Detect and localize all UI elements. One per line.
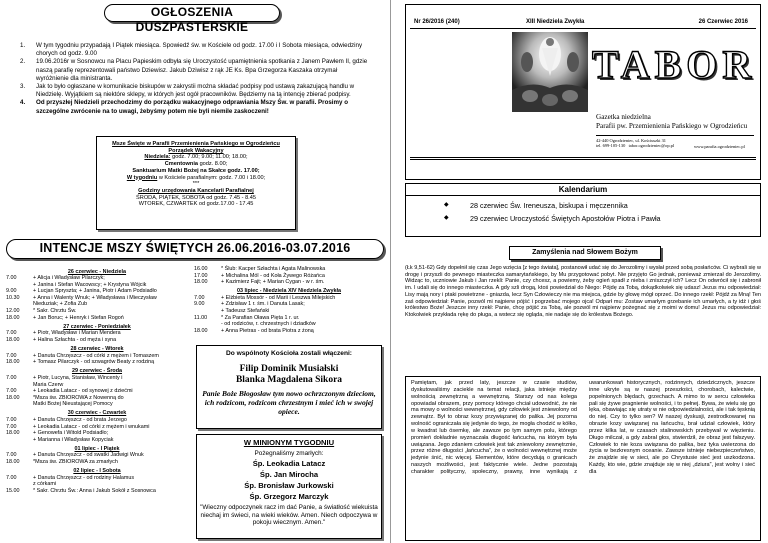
intention-row: [194, 273, 384, 280]
day-heading: 03 lipiec - Niedziela XIV Niedziela Zwykła: [237, 288, 341, 295]
intention-row: [6, 488, 188, 495]
intention-text: + Piotr, Władysław i Marian Mendera: [33, 330, 121, 337]
gospel-text: (Łk 9,51-62) Gdy dopełnił się czas Jego wzięcia [z tego świata], postanowił udać się do Jerozolimy i wysłał przed sobą posłańców. Ci wybrali się w drogę i przyszli do pewnego miasteczka samarytańskiego, by Mu przygotować pobyt. Nie przyjęto Go jednak, ponieważ zmierzał do Jerozolimy. Widząc to, uczniowie Jakub i Jan rzekli: Panie, czy chcesz, a powiemy, żeby ogień spadł z nieba i zniszczył ich? Lecz On odwrócił się i zabronił im. I udali się do innego miasteczka. A gdy szli drogą, ktoś powiedział do Niego: Pójdę za Tobą, dokądkolwiek się udasz! Jezus mu odpowiedział: Lisy mają nory i ptaki powietrzne - gniazda, lecz Syn Człowieczy nie ma miejsca, gdzie by głowę mógł oprzeć. Do innego rzekł: Pójdź za Mną! Ten zaś odpowiedział: Panie, pozwól mi najpierw pójść i pogrzebać mojego ojca! Odparł mu: Zostaw umarłym grzebanie ich umarłych, a ty idź i głoś królestwo Boże! Jeszcze inny rzekł: Panie, chcę pójść za Tobą, ale pozwól mi najpierw pożegnać się z moimi w domu! Jezus mu odpowiedział: Ktokolwiek przykłada rękę do pługa, a wstecz się ogląda, nie nadaje się do królestwa Bożego.: [405, 265, 761, 318]
intention-text: + Danuta Chrzęszcz - od brata Jerzego: [33, 416, 127, 423]
mass-time: 17.00: [194, 272, 208, 279]
intention-row: [6, 295, 188, 302]
intention-row: [194, 301, 384, 308]
mass-time: 18.00: [6, 459, 20, 466]
mass-time: 12.00: [6, 308, 20, 315]
mass-time: 18.00: [194, 279, 208, 286]
intention-text: + Michalina Mól - od Koła Żywego Różańca: [221, 272, 325, 279]
mass-time: 7.00: [194, 294, 205, 301]
mass-time: 18.00: [6, 314, 20, 321]
summer-order-heading: Porządek Wakacyjny: [168, 147, 224, 154]
intention-text: + Halina Szłachta - od męża i syna: [33, 336, 117, 343]
calendar-box: [405, 183, 761, 237]
calendar-item: ◆ 28 czerwiec Św. Ireneusza, biskupa i męczennika: [444, 201, 628, 210]
intention-row: [194, 321, 384, 328]
issue-number: Nr 26/2016 (240): [414, 19, 460, 25]
mass-time: [6, 481, 33, 488]
intention-row: [6, 375, 188, 382]
day-heading: 29 czerwiec - Środa: [71, 368, 123, 375]
right-page: [390, 0, 768, 543]
mass-time: 16.00: [194, 266, 208, 272]
diamond-bullet-icon: ◆: [444, 202, 449, 208]
sanctuary-mass: Sanktuarium Matki Bożej na Skałce godz. 17.00;: [132, 167, 260, 174]
parish-address: 42-440 Ogrodzieniec, ul. Kościuszki 31 tel. 699-105-130 tabor.ogrodzieniec@op.pl: [596, 138, 675, 149]
memoriam-box: [196, 434, 382, 539]
announcement-item: 2. 19.06.2016r w Sosnowcu na Placu Papieskim odbyła się Uroczystość upamiętnienia spotkania z Janem Pawłem II, gdzie naszą parafię reprezentowali państwo Dziewisz. Jakub Dziwisz z rąk JE Ks. Bpa Grzegorza Kaszaka otrzymał wyróżnienie dla ministranta.: [20, 58, 368, 82]
newsletter-subtitle: Gazetka niedzielna Parafii pw. Przemienienia Pańskiego w Ogrodzieńcu: [596, 113, 748, 130]
intention-row: [6, 359, 188, 366]
intention-text: Nieduziak; + Zofia Zub: [33, 301, 88, 308]
intention-text: + Danuta Chrzęszcz - od córki z mężem i Tomaszem: [33, 352, 159, 359]
day-heading: 02 lipiec - I Sobota: [73, 468, 121, 475]
intention-row: [6, 315, 188, 322]
mass-time: [194, 308, 221, 315]
intention-row: [194, 308, 384, 315]
mass-time: 10.30: [6, 294, 20, 301]
mass-time: [194, 321, 221, 328]
announcement-item: 3. Jak to było ogłaszane w komunikacie biskupów w zakrystii można składać podpisy pod ustawą zakazującą handlu w Niedzielę. Wyjątkiem są niektóre sklepy, w których jest ogół pracowników. Będziemy na tą intencję zbierać podpisy.: [20, 83, 355, 99]
intention-text: + Marianna i Władysław Kopyciak: [33, 436, 114, 443]
mass-time: [6, 282, 33, 289]
intention-row: [6, 308, 188, 315]
intention-row: [6, 417, 188, 424]
intention-row: [6, 337, 188, 344]
mass-time: [6, 301, 33, 308]
intention-row: [6, 388, 188, 395]
intentions-title: INTENCJE MSZY ŚWIĘTYCH 26.06.2016-03.07.2016: [6, 239, 384, 259]
baptized-name: Filip Dominik Musiałski: [239, 364, 339, 374]
intention-text: + Jan Boruc; + Henryk i Stefan Rogoń: [33, 314, 124, 321]
mass-time: 7.00: [6, 330, 17, 337]
intention-text: Maria Czerw: [33, 381, 64, 388]
diamond-bullet-icon: ◆: [444, 215, 449, 221]
intention-text: + Zdzisław 1 r. śm. i Danuta Lasak;: [221, 301, 305, 308]
announcement-item: 1. W tym tygodniu przypadają I Piątek miesiąca. Spowiedź św. w Kościele od godz. 17.00 i I Sobota miesiąca, odwiedziny chorych od godz. 9.00: [20, 42, 363, 58]
intention-text: + Alicja i Władysław Pilarczyk;: [33, 275, 105, 282]
intention-text: * Za Parafian Oława Pięta 1 r. ur.: [221, 314, 300, 321]
intention-text: + Danuta Chrzęszcz - od rodziny Halamus: [33, 474, 135, 481]
day-heading: 01 lipiec - I Piątek: [74, 445, 120, 452]
intention-row: [194, 328, 384, 335]
intention-text: + Anna i Walenty Wnuk; + Władysława i Mieczysław: [33, 294, 157, 301]
mass-time: [6, 401, 33, 408]
intention-row: [194, 279, 384, 286]
intention-text: + Kazimierz Fajt; + Marian Cygan - w r. śm.: [221, 279, 325, 286]
intentions-column-1: [6, 266, 188, 495]
mass-time: 7.00: [6, 374, 17, 381]
issue-date: 26 Czerwiec 2016: [698, 19, 748, 25]
transfiguration-image: [512, 32, 588, 112]
intention-text: * Sakr. Chrztu Św.: Anna i Jakub Sokół z Sosnowca: [33, 487, 156, 494]
office-hours-heading: Godziny urzędowania Kancelarii Parafialnej: [138, 187, 254, 194]
intention-text: + Anna Pietras - od brata Piotra z żoną: [221, 327, 314, 334]
mass-time: [6, 437, 33, 444]
intention-text: *Msza św. ZBIOROWA za zmarłych: [33, 459, 118, 466]
intention-text: + Danuta Chrzęszcz - od swatki Jadwigi Wnuk: [33, 452, 144, 459]
intention-row: [6, 275, 188, 282]
intention-row: [6, 330, 188, 337]
masthead-bottom-rule: [410, 157, 756, 160]
day-heading: 27 czerwiec - Poniedziałek: [63, 323, 131, 330]
intention-row: [6, 288, 188, 295]
calendar-heading: Kalendarium: [406, 184, 760, 196]
intention-row: [6, 282, 188, 289]
cemetery-mass: Cmentownia godz. 8.00;: [164, 161, 228, 168]
intention-text: * Sakr. Chrztu Św.: [33, 308, 77, 315]
intention-row: [194, 295, 384, 302]
mass-schedule-box: [96, 136, 296, 230]
masthead: [405, 4, 761, 180]
mass-time: 7.00: [6, 352, 17, 359]
intention-row: [6, 353, 188, 360]
mass-time: 18.00: [6, 430, 20, 437]
mass-time: 18.00: [6, 394, 20, 401]
mass-time: 7.00: [6, 474, 17, 481]
deceased-name: Śp. Grzegorz Marczyk: [249, 492, 329, 501]
reflection-text: Pamiętam, jak przed laty, jeszcze w czasie studiów, dyskutowaliśmy zaciekle na temat relacji, jaka istnieje między wolnością zewnętrzną a wewnętrzną. Starszy od nas kolega opowiadał obrazem, przy pomocy którego chciał udowodnić, że nie ma mowy o wolności wewnętrznej, gdy człowiek jest zniewolony od zewnątrz. Był to obraz kozy przywiązanej do palika. Jej pozorna wolność ograniczała się jedynie do tego, że mogła chodzić w kółko, w kwadrat lub ósemkę, ale zawsze po tym samym polu, którego promień dokładnie wyznaczała długość łańcucha, na którym była uwiązana. Jego zdaniem człowiek jest tak zniewolony zewnętrznie, przez różne długości „łańcucha”, że o wolności wewnętrznej może jedynie śnić, nic więcej. Elementów, które decydują o granicach naszych możliwości, jest faktycznie wiele. Jedne pozostają charakter polityczny, społeczny, prawny, inne wynikają z uwarunkowań historycznych, rodzinnych, dziedzicznych, jeszcze inne ukryte są w naszej przeszłości, chorobach, kalectwie, popełnionych błędach, grzechach. A mimo to w sercu człowieka pali się żywe pragnienie wolności, i to pełnej. Bywa, że wielu się go lęka, obawiając się utraty w nie odpowiedzialności, ale i tak tęsknią do niej. Czy to tylko sen? W naszej dyskusji, zestrodkowanej na obrazie kozy uwiązanej na łańcuchu, brał udział człowiek, który przez kilka lat, w czasach stalinowskich przebywał w więzieniu. Długo milczał, a gdy zabrał głos, stwierdził, że obraz jest fałszywy. Człowiek to nie koza uwiązana do palika, bez tyka uwierzona do życia w bezkresnym oceanie. Zawsze istnieje niebezpieczeństwo, że znajdzie się w sieci, ale po Chrystusie sieć jest uszkodzona. Każdy, kto wie, gdzie znajduje się w niej „dziura”, jest wolny i sieć dla: [405, 376, 761, 541]
memoriam-heading: W MINIONYM TYGODNIU: [243, 438, 335, 447]
mass-time: 7.00: [6, 452, 17, 459]
intention-row: [6, 437, 188, 444]
sunday-masses: Niedziela: godz. 7.00; 9.00; 11.00; 18.00;: [144, 154, 248, 161]
announcements-title: OGŁOSZENIA DUSZPASTERSKIE: [104, 4, 280, 22]
mass-time: 7.00: [6, 388, 17, 395]
stars-divider: ***: [192, 181, 200, 188]
office-hours-2: WTOREK, CZWARTEK od godz.17.00 - 17.45: [138, 201, 254, 208]
mass-time: 7.00: [6, 423, 17, 430]
intention-text: + Tomasz Pilarczyk - od szwagrów Beaty z rodziną: [33, 359, 155, 366]
weekday-masses: W tygodniu w Kościele parafialnym: godz. 7.00 i 18.00;: [126, 174, 266, 181]
memoriam-prayer: "Wieczny odpoczynek racz im dać Panie, a światłość wiekuista niechaj im świeci, na wieki wieków. Amen. Niech odpoczywa w pokoju wiecznym. Amen.": [200, 504, 378, 527]
intention-text: + Lucjan Spryszta; + Janina, Piotr i Adam Podsiadło: [33, 288, 157, 295]
memoriam-intro: Pożegnaliśmy zmarłych:: [254, 450, 324, 457]
intention-row: [6, 459, 188, 466]
day-heading: 28 czerwiec - Wtorek: [70, 346, 124, 353]
liturgical-sunday: XIII Niedziela Zwykła: [526, 19, 585, 25]
day-heading: 26 czerwiec - Niedziela: [67, 268, 127, 275]
intention-row: [6, 382, 188, 389]
intention-row: [194, 266, 384, 273]
reflection-heading: Zamyślenia nad Słowem Bożym: [509, 246, 661, 260]
office-hours-1: ŚRODA, PIĄTEK, SOBOTA od godz. 7.45 - 8.45: [136, 194, 256, 201]
deceased-name: Śp. Bronisław Jurkowski: [244, 481, 334, 490]
intention-text: *Msza św. ZBIOROWA z Nowenną do: [33, 394, 124, 401]
subtitle-rule: [596, 135, 754, 136]
newsletter-title: TABOR: [592, 42, 757, 87]
intention-text: + Piotr, Lucyna, Stanisław, Wincenty i: [33, 374, 123, 381]
intention-row: [6, 475, 188, 482]
baptism-blessing: Panie Boże Błogosław tym nowo ochrzczonym dzieciom, ich rodzicom, rodzicom chrzestnym i mieć ich w swojej opiece.: [202, 389, 376, 416]
masthead-rule: [410, 28, 756, 29]
intention-text: + Leokadia Latacz - od synowej z dziećmi: [33, 388, 133, 395]
mass-schedule-heading: Msze Święte w Parafii Przemienienia Pańskiego w Ogrodzieńcu: [112, 141, 280, 147]
mass-time: 18.00: [6, 336, 20, 343]
mass-time: 9.00: [194, 301, 205, 308]
deceased-name: Śp. Jan Mirocha: [259, 470, 319, 479]
deceased-name: Śp. Leokadia Latacz: [252, 459, 326, 468]
baptism-box: [196, 345, 382, 429]
intention-text: + Elżbieta Mossór - od Marii i Leszwa Milejskich: [221, 294, 336, 301]
website-link[interactable]: www.parafia.ogrodzieniec.pl: [694, 144, 745, 149]
intention-row: [6, 481, 188, 488]
calendar-item: ◆ 29 czerwiec Uroczystość Świętych Apostołów Piotra i Pawła: [444, 214, 661, 223]
mass-time: 18.00: [194, 327, 208, 334]
mass-time: 7.00: [6, 275, 17, 282]
intention-row: [6, 424, 188, 431]
intention-text: + Tadeusz Stefański: [221, 308, 270, 315]
mass-time: 7.00: [6, 416, 17, 423]
email-link[interactable]: tabor.ogrodzieniec@op.pl: [628, 143, 675, 149]
intention-text: + Leokadia Latacz - od córki z mężem i wnukami: [33, 423, 150, 430]
baptized-name: Blanka Magdalena Sikora: [235, 375, 343, 385]
intentions-column-2: [194, 266, 384, 334]
intention-text: * Ślub: Kacper Szłachta i Agata Malinowska: [221, 266, 326, 272]
baptism-heading: Do wspólnoty Kościoła zostali włączeni:: [225, 350, 353, 357]
intention-row: [6, 401, 188, 408]
intention-row: [6, 395, 188, 402]
day-heading: 30 czerwiec - Czwartek: [67, 410, 127, 417]
intention-text: + Janina i Stefan Wacowscy; + Krystyna Wójcik: [33, 281, 147, 288]
mass-time: 15.00: [6, 487, 20, 494]
intention-row: [6, 452, 188, 459]
intention-text: Matki Bożej Nieustającej Pomocy: [33, 401, 113, 408]
announcement-item: 4. Od przyszłej Niedzieli przechodzimy do porządku wakacyjnego odprawiania Mszy Św. w parafii. Prosimy o szczególne zwrócenie na to uwagi, żebyśmy potem nie byli niemile zaskoczeni!: [20, 99, 348, 115]
intention-row: [194, 315, 384, 322]
mass-time: [6, 382, 33, 389]
mass-time: 9.00: [6, 288, 17, 295]
intention-text: z córkami: [33, 481, 57, 488]
mass-time: 18.00: [6, 359, 20, 366]
mass-time: 11.00: [194, 314, 208, 321]
announcements-list: [20, 42, 370, 116]
intention-row: [6, 430, 188, 437]
intention-text: - od rodziców, r. chrzestnych i dziadków: [221, 321, 316, 328]
intention-text: + Genowefa i Witold Podsiadło;: [33, 430, 109, 437]
